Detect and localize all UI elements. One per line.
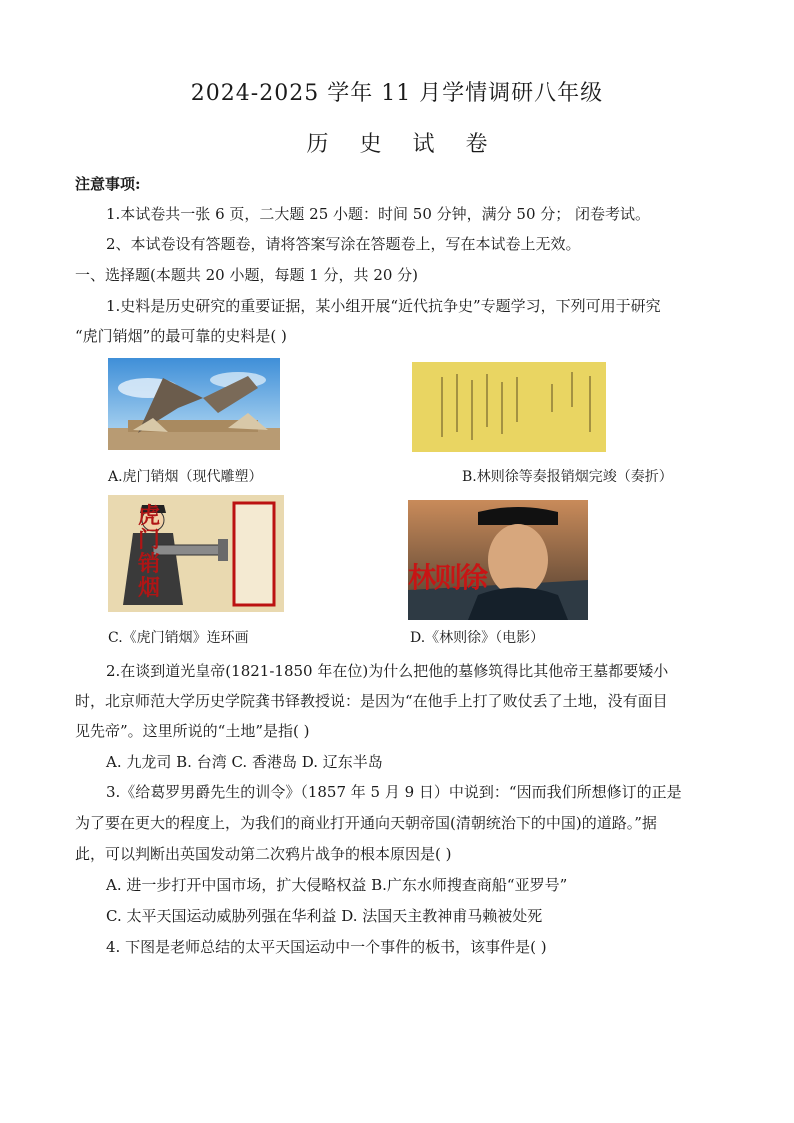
- notice-item-2: 2、本试卷设有答题卷，请将答案写涂在答题卷上，写在本试卷上无效。: [106, 235, 581, 253]
- q3-options-cd: C. 太平天国运动威胁列强在华利益 D. 法国天主教神甫马赖被处死: [106, 907, 543, 925]
- q4-line-1: 4. 下图是老师总结的太平天国运动中一个事件的板书，该事件是( ): [106, 938, 547, 956]
- q2-options: A. 九龙司 B. 台湾 C. 香港岛 D. 辽东半岛: [106, 753, 383, 771]
- q2-line-2: 时，北京师范大学历史学院龚书铎教授说：是因为“在他手上打了败仗丢了土地，没有面目: [75, 692, 668, 710]
- q1-option-c: C.《虎门销烟》连环画: [108, 630, 249, 646]
- exam-title: 2024-2025 学年 11 月学情调研八年级: [190, 81, 604, 106]
- q3-line-3: 此，可以判断出英国发动第二次鸦片战争的根本原因是( ): [75, 845, 452, 863]
- q1-line-2: “虎门销烟”的最可靠的史料是( ): [75, 327, 287, 345]
- q1-option-d: D.《林则徐》（电影）: [410, 630, 545, 646]
- q1-option-a: A.虎门销烟（现代雕塑）: [108, 469, 263, 485]
- q3-line-2: 为了要在更大的程度上，为我们的商业打开通向天朝帝国(清朝统治下的中国)的道路。”据: [75, 814, 657, 832]
- notice-heading: 注意事项:: [75, 175, 141, 193]
- q2-line-3: 见先帝”。这里所说的“土地”是指( ): [75, 722, 310, 740]
- exam-subtitle: 历 史 试 卷: [306, 132, 500, 157]
- q3-line-1: 3.《给葛罗男爵先生的训令》（1857 年 5 月 9 日）中说到：“因而我们所想修订的正是: [106, 783, 682, 801]
- section-heading: 一、选择题(本题共 20 小题，每题 1 分，共 20 分): [75, 266, 419, 284]
- sculpture-image: [108, 358, 280, 450]
- memorial-document-image: [412, 362, 606, 452]
- notice-item-1: 1.本试卷共一张 6 页，二大题 25 小题：时间 50 分钟，满分 50 分； 闭卷考试。: [106, 205, 651, 223]
- q1-option-b: B.林则徐等奏报销烟完竣（奏折）: [462, 469, 673, 485]
- q2-line-1: 2.在谈到道光皇帝(1821-1850 年在位)为什么把他的墓修筑得比其他帝王墓都要矮小: [106, 662, 669, 680]
- q3-options-ab: A. 进一步打开中国市场，扩大侵略权益 B.广东水师搜查商船“亚罗号”: [106, 876, 568, 894]
- movie-title-text: 林则徐: [408, 561, 487, 594]
- comic-title-text: 虎门销烟: [138, 504, 161, 601]
- comic-image: [108, 495, 284, 612]
- q1-line-1: 1.史料是历史研究的重要证据，某小组开展“近代抗争史”专题学习，下列可用于研究: [106, 297, 661, 315]
